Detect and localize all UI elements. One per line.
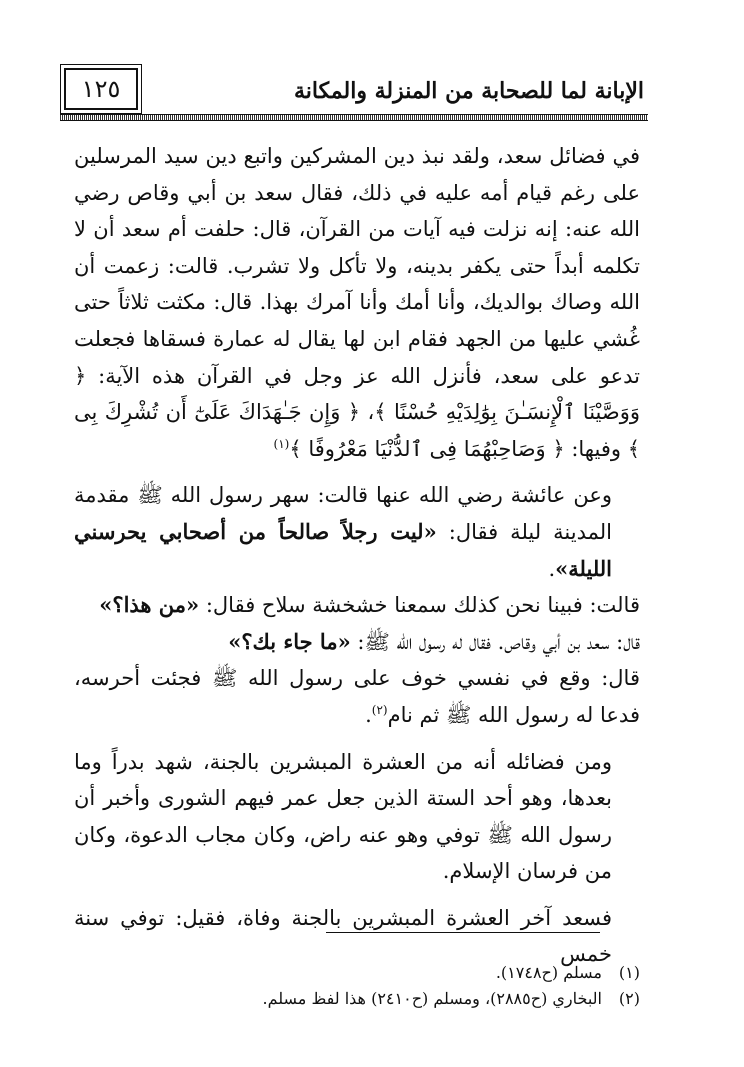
footnote-text: البخاري (ح٢٨٨٥)، ومسلم (ح٢٤١٠) هذا لفظ مسلم. (262, 989, 602, 1008)
quran-verse: ﴿ وَوَصَّيْنَا ٱلْإِنسَـٰنَ بِوَٰلِدَيْهِ حُسْنًا ﴾ (74, 363, 640, 425)
footnote-text: مسلم (ح١٧٤٨). (495, 963, 602, 982)
paragraph-ten-promised (74, 744, 640, 890)
paragraph-text: قال: وقع في نفسي خوف على رسول الله ﷺ فجئت أحرسه، فدعا له رسول الله ﷺ ثم نام (74, 666, 640, 727)
hadith-quote: «من هذا؟» (99, 592, 200, 618)
footnote-ref: (١) (273, 436, 290, 451)
paragraph-text: فسعد آخر العشرة المبشرين بالجنة وفاة، فقيل: توفي سنة خمس (74, 905, 612, 967)
punctuation: . (365, 702, 372, 727)
separator: ، (360, 400, 375, 425)
paragraph-text: قالت: فبينا نحن كذلك سمعنا خشخشة سلاح فقال: (199, 593, 640, 618)
page-number: ١٢٥ (64, 68, 138, 110)
main-text (74, 138, 640, 973)
footnote-1 (120, 960, 640, 986)
footnote-separator (326, 932, 600, 933)
footnote-ref: (٢) (371, 702, 388, 717)
page-header (60, 62, 648, 118)
hadith-quote: «ما جاء بك؟» (228, 628, 351, 654)
paragraph-dialogue-1 (74, 587, 640, 624)
quran-verse: ﴿ وَصَاحِبْهُمَا فِى ٱلدُّنْيَا مَعْرُوفًا ﴾ (289, 436, 565, 461)
footnotes (120, 960, 640, 1012)
paragraph-text: في فضائل سعد، ولقد نبذ دين المشركين واتبع دين سيد المرسلين على رغم قيام أمه عليه في ذلك، فقال سعد بن أبي وقاص رضي الله عنه: إنه نزلت فيه آيات من القرآن، قال: حلفت أم سعد أن لا تكلمه أبداً حتى يكفر بدينه، ولا تأكل ولا تشرب. قالت: زعمت أن الله وصاك بوالديك، وأنا أمك وأنا آمرك بهذا. قال: مكثت ثلاثاً حتى غُشي عليها من الجهد فقام ابن لها يقال له عمارة فسقاها فجعلت تدعو على سعد، فأنزل الله عز وجل في القرآن هذه الآية: (74, 144, 640, 388)
separator: وفيها: (564, 436, 628, 461)
paragraph-aisha (74, 477, 640, 587)
quran-verse: ﴿ وَإِن جَـٰهَدَاكَ عَلَىٰٓ أَن تُشْرِكَ بِى ﴾ (74, 400, 640, 461)
paragraph-dialogue-2 (74, 624, 640, 661)
header-rule (60, 114, 648, 121)
running-title: الإبانة لما للصحابة من المنزلة والمكانة (294, 78, 644, 104)
footnote-number: (١) (618, 963, 640, 982)
paragraph-text: قال: سعد بن أبي وقاص. فقال له رسول الله ﷺ: (350, 629, 640, 654)
paragraph-text: وعن عائشة رضي الله عنها قالت: سهر رسول الله ﷺ مقدمة المدينة ليلة فقال: (74, 483, 613, 544)
paragraph-text: ومن فضائله أنه من العشرة المبشرين بالجنة، شهد بدراً وما بعدها، وهو أحد الستة الذين جعل عمر فيهم الشورى وأخبر أن رسول الله ﷺ توفي وهو عنه راض، وكان مجاب الدعوة، وكان من فرسان الإسلام. (74, 749, 612, 884)
punctuation: . (548, 556, 556, 581)
footnote-2 (120, 986, 640, 1012)
paragraph-dialogue-3 (74, 660, 640, 733)
footnote-number: (٢) (618, 989, 640, 1008)
hadith-quote: «ليت رجلاً صالحاً من أصحابي يحرسني الليلة» (74, 518, 612, 581)
paragraph-sad-virtues (74, 138, 640, 467)
